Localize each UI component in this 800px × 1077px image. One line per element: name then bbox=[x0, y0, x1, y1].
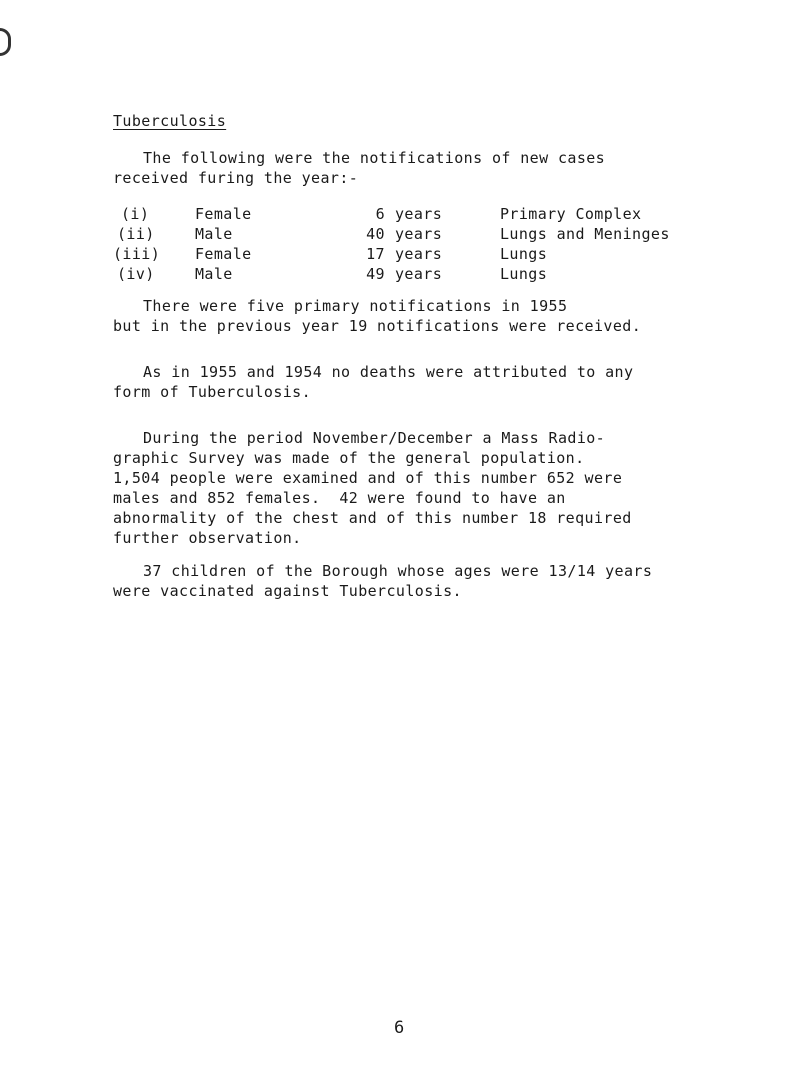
case-sex: Female bbox=[195, 205, 252, 223]
case-number: (ii) bbox=[117, 225, 155, 243]
case-age-unit: years bbox=[395, 225, 443, 243]
deaths-line-2: form of Tuberculosis. bbox=[113, 383, 312, 401]
vaccination-line-2: were vaccinated against Tuberculosis. bbox=[113, 582, 462, 600]
case-age: 49 bbox=[366, 265, 385, 283]
deaths-paragraph bbox=[113, 362, 763, 402]
binding-hole-mark bbox=[0, 28, 11, 56]
page-number: 6 bbox=[394, 1018, 405, 1038]
survey-paragraph bbox=[113, 428, 763, 548]
case-sex: Female bbox=[195, 245, 252, 263]
case-age-unit: years bbox=[395, 265, 443, 283]
case-age-unit: years bbox=[395, 205, 443, 223]
case-age: 40 bbox=[366, 225, 385, 243]
case-number: (i) bbox=[121, 205, 150, 223]
case-number: (iv) bbox=[117, 265, 155, 283]
primary-line-1: There were five primary notifications in 1955 bbox=[143, 297, 568, 315]
case-age: 17 bbox=[366, 245, 385, 263]
case-site: Lungs and Meninges bbox=[500, 225, 670, 243]
vaccination-paragraph bbox=[113, 561, 763, 601]
case-number: (iii) bbox=[113, 245, 161, 263]
case-sex: Male bbox=[195, 225, 233, 243]
case-site: Lungs bbox=[500, 245, 548, 263]
vaccination-line-1: 37 children of the Borough whose ages were 13/14 years bbox=[143, 562, 653, 580]
case-age: 6 bbox=[375, 205, 385, 223]
case-sex: Male bbox=[195, 265, 233, 283]
case-site: Primary Complex bbox=[500, 205, 642, 223]
survey-line-4: males and 852 females. 42 were found to have an bbox=[113, 489, 566, 507]
survey-line-5: abnormality of the chest and of this number 18 required bbox=[113, 509, 632, 527]
case-site: Lungs bbox=[500, 265, 548, 283]
section-title: Tuberculosis bbox=[113, 112, 227, 130]
survey-line-2: graphic Survey was made of the general population. bbox=[113, 449, 585, 467]
intro-line-2: received furing the year:- bbox=[113, 169, 359, 187]
survey-line-3: 1,504 people were examined and of this number 652 were bbox=[113, 469, 623, 487]
survey-line-6: further observation. bbox=[113, 529, 302, 547]
primary-notifications-paragraph bbox=[113, 296, 763, 336]
survey-line-1: During the period November/December a Mass Radio- bbox=[143, 429, 606, 447]
intro-line-1: The following were the notifications of new cases bbox=[143, 149, 606, 167]
primary-line-2: but in the previous year 19 notifications were received. bbox=[113, 317, 642, 335]
case-age-unit: years bbox=[395, 245, 443, 263]
intro-paragraph bbox=[113, 148, 763, 188]
deaths-line-1: As in 1955 and 1954 no deaths were attributed to any bbox=[143, 363, 634, 381]
